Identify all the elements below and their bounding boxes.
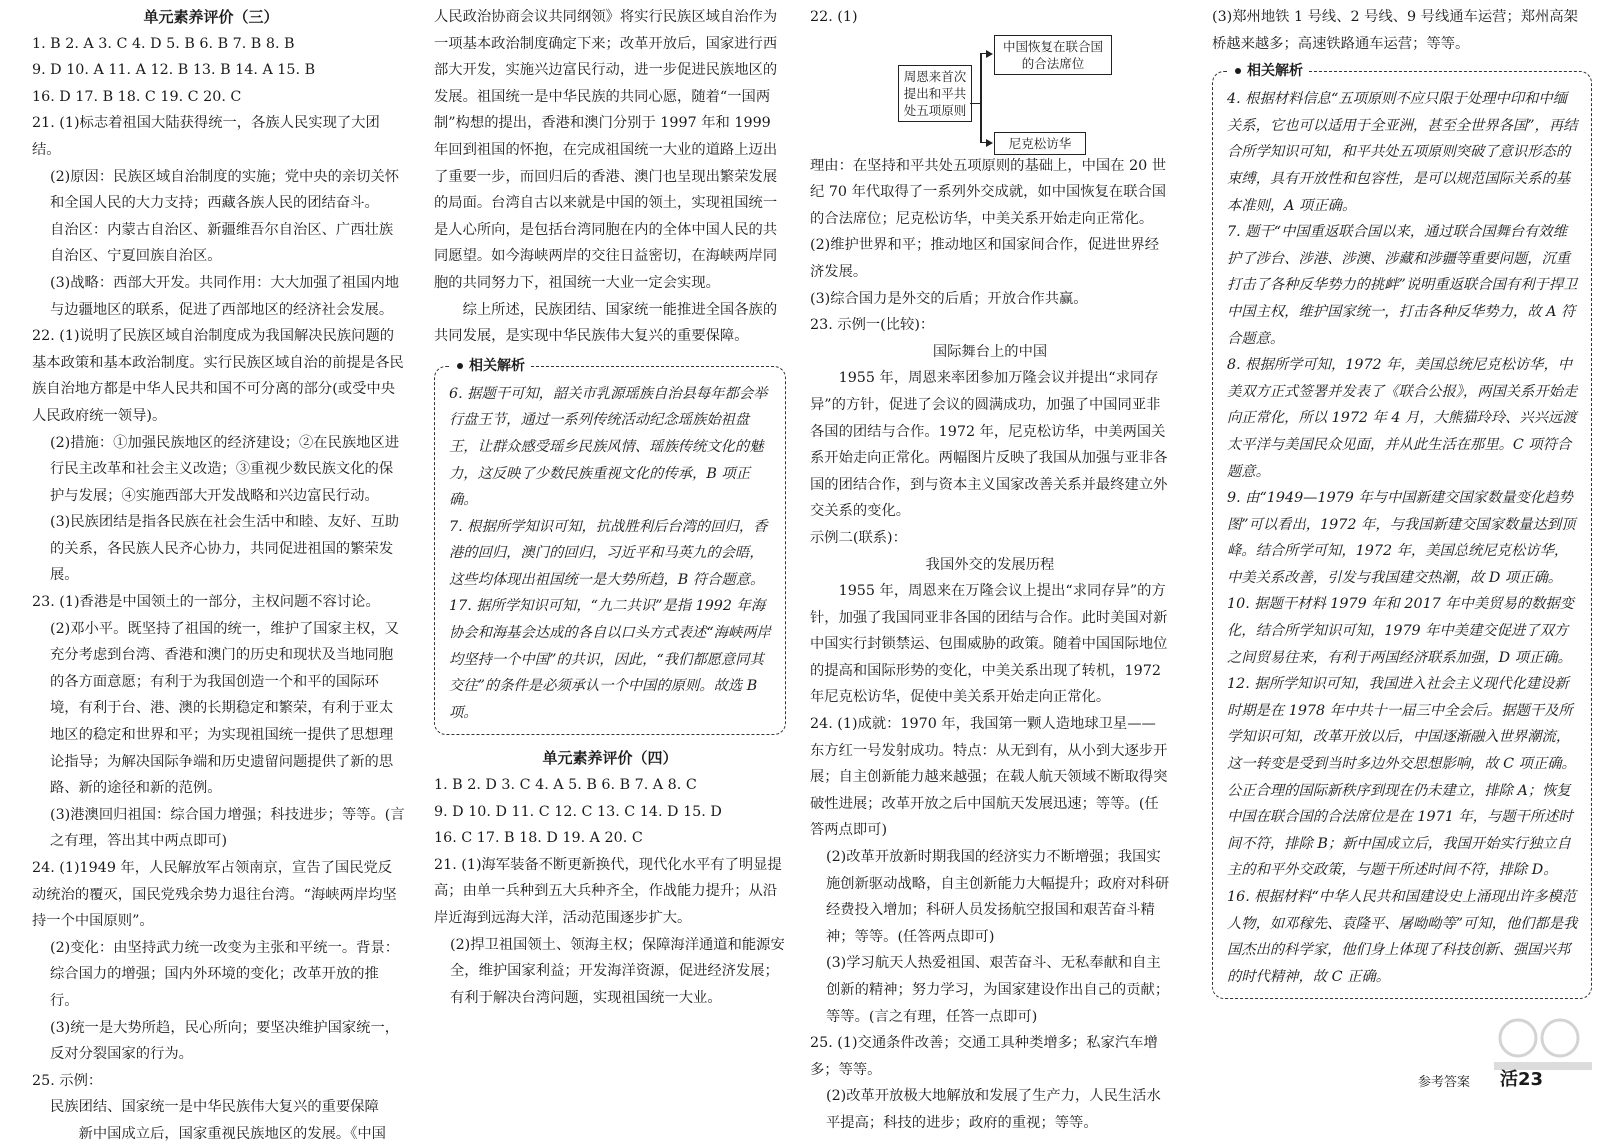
answer-line: 23. (1)香港是中国领土的一部分，主权问题不容讨论。 [32,594,380,611]
bullet-icon [1235,68,1241,74]
essay-title: 民族团结、国家统一是中华民族伟大复兴的重要保障 [50,1099,379,1116]
analysis-item: 10. 据题干材料 1979 年和 2017 年中美贸易的数据变化，结合所学知识可知，1979 年中美建交促进了双方之间贸易往来，有利于两国经济联系加强，D 项正确。 [1227,596,1574,666]
answer-line: (2)措施：①加强民族地区的经济建设；②在民族地区进行民主改革和社会主义改造；③重视少数民族文化的保护与发展；④实施西部大开发战略和兴边富民行动。 [50,434,400,504]
choice-answers-row: 1. B 2. D 3. C 4. A 5. B 6. B 7. A 8. C [434,777,697,794]
answer-line: (2)改革开放新时期我国的经济实力不断增强；我国实施创新驱动战略，自主创新能力大幅提升；政府对科研经费投入增加；科研人员发扬航空报国和艰苦奋斗精神；等等。(任答两点即可) [826,849,1170,945]
answer-line: (2)捍卫祖国领土、领海主权；保障海洋通道和能源安全，维护国家利益；开发海洋资源，促进经济发展；有利于解决台湾问题，实现祖国统一大业。 [450,936,785,1006]
analysis-item: 8. 根据所学可知，1972 年，美国总统尼克松访华，中美双方正式签署并发表了《联合公报》，两国关系开始走向正常化，所以 1972 年 4 月，大熊猫玲玲、兴兴远渡太平洋与美国民众见面，并从此生活在那里。C 项符合题意。 [1227,357,1578,480]
diagram-box-un-seat: 中国恢复在联合国的合法席位 [994,35,1112,75]
analysis-item: 7. 根据所学知识可知，抗战胜利后台湾的回归，香港的回归，澳门的回归，习近平和马英九的会晤，这些均体现出祖国统一是大势所趋，B 符合题意。 [449,518,768,588]
answer-line: 24. (1)成就：1970 年，我国第一颗人造地球卫星——东方红一号发射成功。特点：从无到有，从小到大逐步开展；自主创新能力越来越强；在载人航天领域不断取得突破性进展；改革开放之后中国航天发展迅速；等等。(任答两点即可) [810,716,1168,839]
choice-answers-row: 16. D 17. B 18. C 19. C 20. C [32,88,242,105]
arrow-right-icon [986,50,993,58]
answer-line: 25. (1)交通条件改善；交通工具种类增多；私家汽车增多；等等。 [810,1035,1158,1078]
answer-line: (3)民族团结是指各民族在社会生活中和睦、友好、互助的关系，各民族人民齐心协力，共同促进祖国的繁荣发展。 [50,514,400,584]
analysis-box-title: 相关解析 [1229,61,1309,81]
essay-conclusion: 综上所述，民族团结、国家统一能推进全国各族的共同发展，是实现中华民族伟大复兴的重要保障。 [434,301,778,345]
essay-title: 国际舞台上的中国 [932,343,1048,360]
arrow-right-icon [986,139,993,147]
analysis-box [434,357,786,736]
analysis-item: 7. 题干“中国重返联合国以来，通过联合国舞台有效维护了涉台、涉港、涉澳、涉藏和涉疆等重要问题，沉重打击了各种反华势力的挑衅”说明重返联合国有利于捍卫中国主权，维护国家统一，打击各种反华势力，故 A 符合题意。 [1227,224,1578,347]
answer-line: (2)改革开放极大地解放和发展了生产力，人民生活水平提高；科技的进步；政府的重视；等等。 [826,1088,1161,1131]
answer-line: (3)学习航天人热爱祖国、艰苦奋斗、无私奉献和自主创新的精神；努力学习，为国家建设作出自己的贡献；等等。(言之有理，任答一点即可) [826,955,1170,1025]
answer-line: (3)港澳回归祖国：综合国力增强；科技进步；等等。(言之有理，答出其中两点即可) [50,806,405,850]
analysis-item: 17. 据所学知识可知，“九二共识”是指 1992 年海协会和海基会达成的各自以口头方式表述“海峡两岸均坚持一个中国”的共识，因此，“我们都愿意同其交往”的条件是必须承认一个中国的原则。故选 B 项。 [449,598,771,721]
choice-answers-row: 16. C 17. B 18. D 19. A 20. C [434,830,643,847]
answer-line: 示例二(联系)： [810,529,907,546]
diagram-box-zhou-enlai: 周恩来首次提出和平共处五项原则 [898,65,972,122]
bullet-icon [457,363,463,369]
essay-text: 1955 年，周恩来在万隆会议上提出“求同存异”的方针，加强了我国同亚非各国的团结与合作。此时美国对新中国实行封锁禁运、包围威胁的政策。随着中国国际地位的提高和国际形势的变化，中美关系出现了转机，1972 年尼克松访华，促使中美关系开始走向正常化。 [810,583,1168,706]
answer-line: (2)维护世界和平；推动地区和国家间合作，促进世界经济发展。 [810,237,1160,280]
essay-title: 我国外交的发展历程 [925,556,1055,573]
diplomacy-diagram [810,35,1170,151]
diagram-connector [980,53,982,143]
analysis-item: 9. 由“1949—1979 年与中国新建交国家数量变化趋势图”可以看出，1972 年，与我国新建交国家数量达到顶峰。结合所学可知，1972 年，美国总统尼克松访华，中美关系改善，引发与我国建交热潮，故 D 项正确。 [1227,490,1576,586]
analysis-box-title: 相关解析 [451,356,531,376]
answer-line: (2)变化：由坚持武力统一改变为主张和平统一。背景：综合国力的增强；国内外环境的变化；改革开放的推行。 [50,939,400,1009]
answer-line: (3)战略：西部大开发。共同作用：大大加强了祖国内地与边疆地区的联系，促进了西部地区的经济社会发展。 [50,274,400,318]
essay-text: 人民政治协商会议共同纲领》将实行民族区域自治作为一项基本政治制度确定下来；改革开放后，国家进行西部大开发，实施兴边富民行动，进一步促进民族地区的发展。祖国统一是中华民族的共同心愿，随着“一国两制”构想的提出，香港和澳门分别于 1997 年和 1999 年回到祖国的怀抱，在完成祖国统一大业的道路上迈出了重要一步，而回归后的香港、澳门也呈现出繁荣发展的局面。台湾自古以来就是中国的领土，实现祖国统一是人心所向，是包括台湾同胞在内的全体中国人民的共同愿望。如今海峡两岸的交往日益密切，在海峡两岸同胞的共同努力下，祖国统一大业一定会实现。 [434,9,778,291]
watermark-logo-icon [1488,1010,1598,1074]
analysis-item: 16. 根据材料“中华人民共和国建设史上涌现出许多模范人物，如邓稼先、袁隆平、屠呦呦等”可知，他们都是我国杰出的科学家，他们身上体现了科技创新、强国兴邦的时代精神，故 C 正确。 [1227,889,1578,985]
answer-line: 21. (1)标志着祖国大陆获得统一，各族人民实现了大团结。 [32,115,380,158]
answer-line: 理由：在坚持和平共处五项原则的基础上，中国在 20 世纪 70 年代取得了一系列外交成就，如中国恢复在联合国的合法席位；尼克松访华，中美关系开始走向正常化。 [810,157,1167,227]
answer-line: 25. 示例： [32,1072,103,1089]
essay-text: 1955 年，周恩来率团参加万隆会议并提出“求同存异”的方针，促进了会议的圆满成功，加强了中国同亚非各国的团结与合作。1972 年，尼克松访华，中美两国关系开始走向正常化。两幅图片反映了我国从加强与亚非各国的团结合作，到与资本主义国家改善关系并最终建立外交关系的变化。 [810,370,1168,520]
answer-line: 自治区：内蒙古自治区、新疆维吾尔自治区、广西壮族自治区、宁夏回族自治区。 [50,221,394,265]
page-number: 活23 [1500,1069,1544,1090]
diagram-connector [970,103,980,105]
analysis-item: 12. 据所学知识可知，我国进入社会主义现代化建设新时期是在 1978 年中共十一届三中全会后。据题干及所学知识可知，改革开放以后，中国逐渐融入世界潮流，这一转变是受到当时多边外交思想影响，故 C 项正确。公正合理的国际新秩序到现在仍未建立，排除 A；恢复中国在联合国的合法席位是在 1971 年，与题干所述时间不符，排除 B；新中国成立后，我国开始实行独立自主的和平外交政策，与题干所述时间不符，排除 D。 [1227,676,1576,879]
answer-line: (3)统一是大势所趋，民心所向；要坚决维护国家统一，反对分裂国家的行为。 [50,1019,400,1063]
choice-answers-row: 9. D 10. A 11. A 12. B 13. B 14. A 15. B [32,62,316,79]
analysis-item: 4. 根据材料信息“五项原则不应只限于处理中印和中缅关系，它也可以适用于全亚洲，甚至全世界各国”，再结合所学知识可知，和平共处五项原则突破了意识形态的束缚，具有开放性和包容性，是可以规范国际关系的基本准则，A 项正确。 [1227,91,1578,214]
choice-answers-row: 1. B 2. A 3. C 4. D 5. B 6. B 7. B 8. B [32,35,295,52]
answer-line: (2)原因：民族区域自治制度的实施；党中央的亲切关怀和全国人民的大力支持；西藏各族人民的团结奋斗。 [50,168,400,212]
choice-answers-row: 9. D 10. D 11. C 12. C 13. C 14. D 15. D [434,803,722,820]
column-4 [1212,4,1592,999]
answer-line: (3)综合国力是外交的后盾；开放合作共赢。 [810,290,1088,307]
analysis-item: 6. 据题干可知，韶关市乳源瑶族自治县每年都会举行盘王节，通过一系列传统活动纪念瑶族始祖盘王，让群众感受瑶乡民族风情、瑶族传统文化的魅力，这反映了少数民族重视文化的传承，B 项正确。 [449,385,768,509]
answer-line: 22. (1)说明了民族区域自治制度成为我国解决民族问题的基本政策和基本政治制度。实行民族区域自治的前提是各民族自治地方都是中华人民共和国不可分离的部分(或受中央人民政府统一领导)。 [32,328,404,424]
answer-line: 23. 示例一(比较)： [810,317,935,334]
unit-3-heading: 单元素养评价（三） [143,8,279,26]
answer-line: (2)邓小平。既坚持了祖国的统一，维护了国家主权，又充分考虑到台湾、香港和澳门的历史和现状及当地同胞的各方面意愿；有利于为我国创造一个和平的国际环境，有利于台、港、澳的长期稳定和繁荣，有利于亚太地区的稳定和世界和平；为实现祖国统一提供了思想理论指导；为解决国际争端和历史遗留问题提供了新的思路、新的途径和新的范例。 [50,620,400,797]
answer-line: 21. (1)海军装备不断更新换代，现代化水平有了明显提高；由单一兵种到五大兵种齐全，作战能力提升；从沿岸近海到远海大洋，活动范围逐步扩大。 [434,856,782,926]
analysis-box [1212,63,1592,999]
diagram-box-nixon-visit: 尼克松访华 [994,132,1086,155]
unit-4-heading: 单元素养评价（四） [542,749,678,768]
essay-text: 新中国成立后，国家重视民族地区的发展。《中国 [78,1125,386,1142]
column-2 [434,4,786,1011]
answer-line: 24. (1)1949 年，人民解放军占领南京，宣告了国民党反动统治的覆灭，国民党残余势力退往台湾。“海峡两岸均坚持一个中国原则”。 [32,860,397,930]
answer-line: 22. (1) [810,9,858,25]
answer-line: (3)郑州地铁 1 号线、2 号线、9 号线通车运营；郑州高架桥越来越多；高速铁路通车运营；等等。 [1212,9,1578,52]
column-1 [16,4,406,1148]
footer-label: 参考答案 [1418,1075,1471,1090]
column-3 [810,4,1170,1137]
